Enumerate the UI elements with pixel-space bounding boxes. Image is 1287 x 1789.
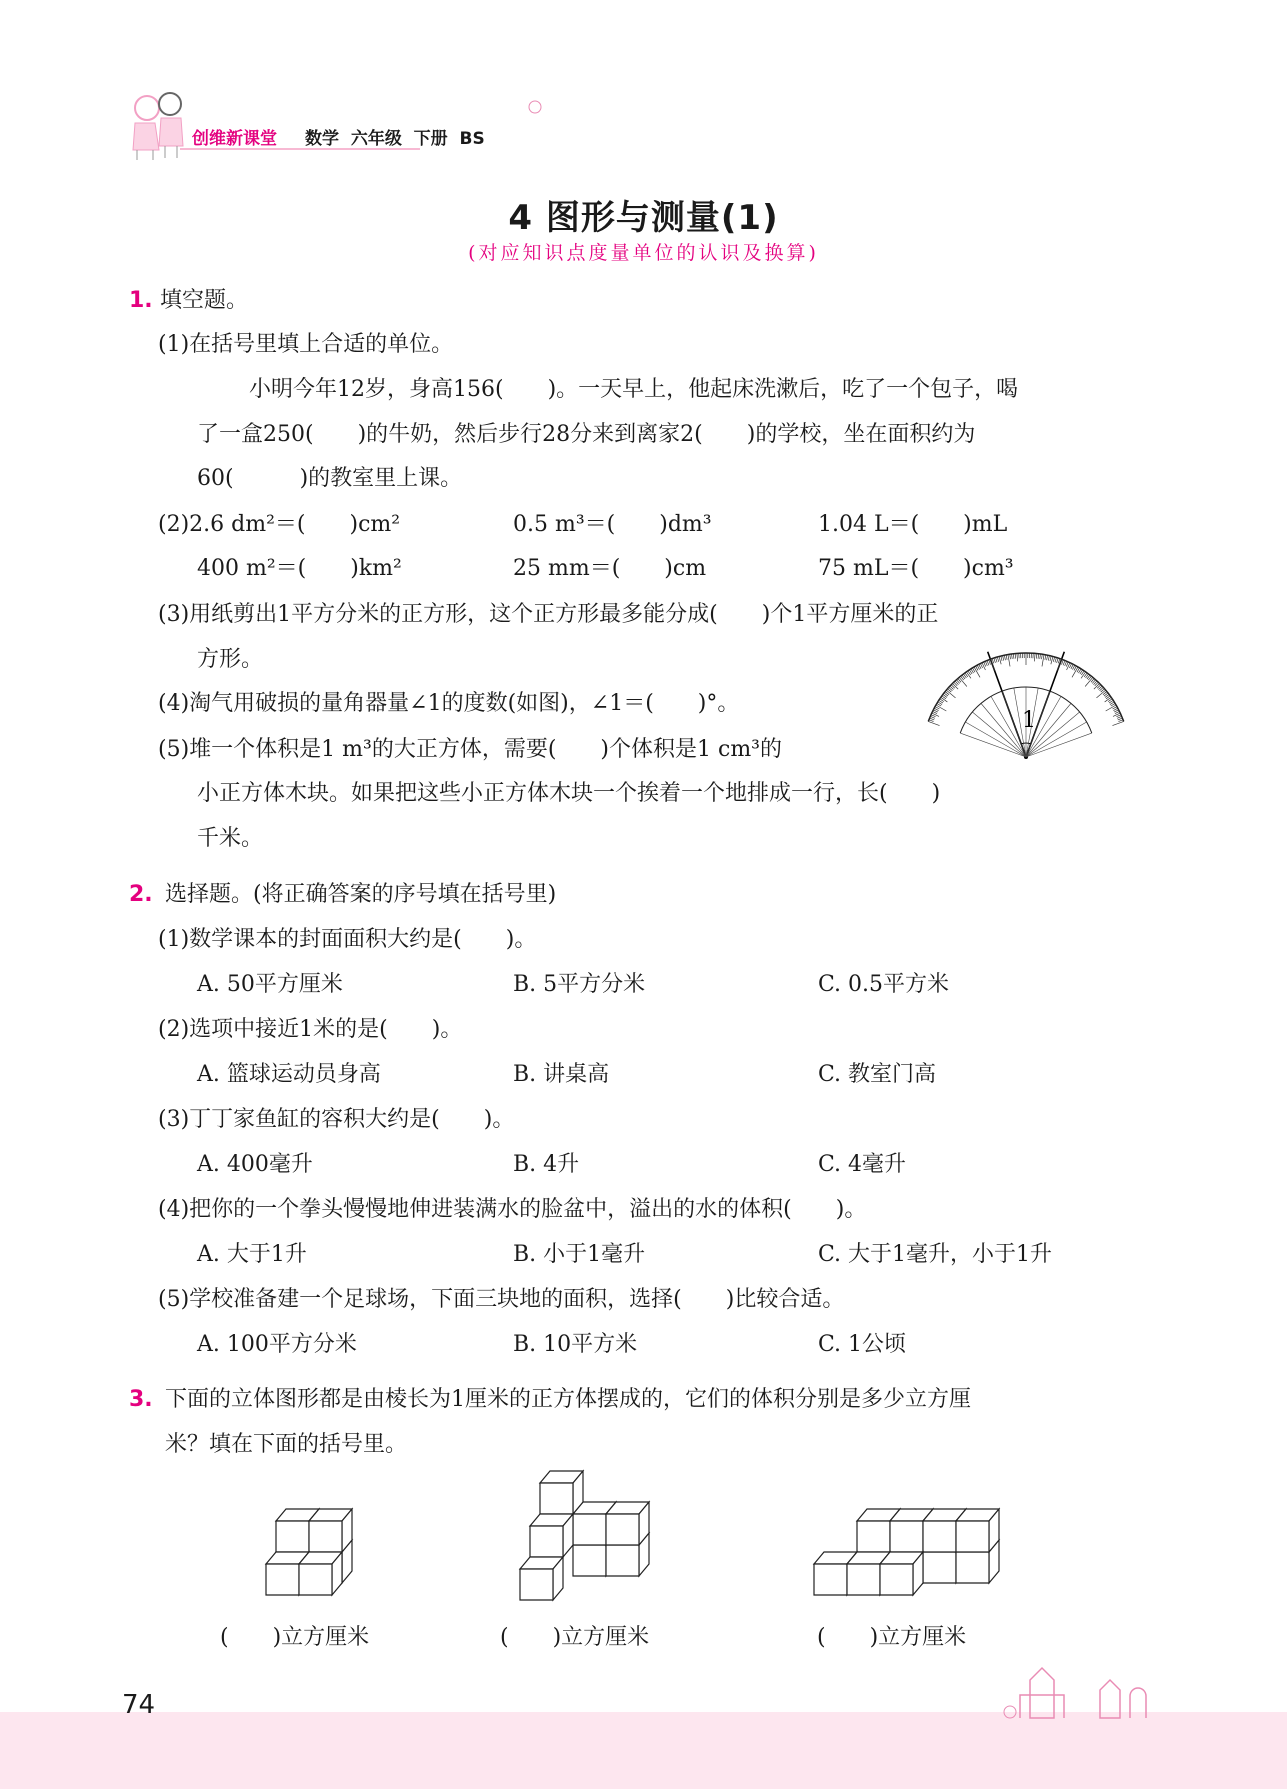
protractor-tick: [980, 664, 982, 668]
q1-part5-line: 小正方体木块。如果把这些小正方体木块一个挨着一个地排成一行，长( ): [197, 781, 941, 806]
cube-front-face: [530, 1526, 563, 1557]
protractor-tick: [1116, 715, 1121, 717]
q2-option: B. 小于1毫升: [513, 1242, 646, 1267]
cube-front-face: [890, 1521, 923, 1552]
cube-answer-3: ( )立方厘米: [817, 1625, 967, 1650]
protractor-tick: [1001, 656, 1002, 661]
protractor-tick: [1115, 711, 1119, 713]
cube-front-face: [573, 1514, 606, 1545]
protractor-tick: [1003, 656, 1004, 661]
protractor-tick: [997, 657, 998, 662]
q1-part1-line: 60( )的教室里上课。: [197, 466, 463, 491]
q1-number: 1.: [129, 288, 153, 313]
protractor-tick: [1067, 663, 1070, 670]
protractor-tick: [1015, 654, 1016, 659]
cube-front-face: [299, 1564, 332, 1595]
series-brand: 创维新课堂: [192, 129, 277, 149]
protractor-tick: [1004, 655, 1005, 660]
protractor-tick: [1047, 655, 1048, 660]
cube-figures: [0, 1460, 1287, 1610]
q2-option: C. 1公顷: [818, 1332, 907, 1357]
q2-question: (1)数学课本的封面面积大约是( )。: [158, 927, 537, 952]
protractor-tick: [966, 672, 971, 679]
protractor-tick: [999, 657, 1001, 665]
protractor-tick: [1053, 657, 1054, 662]
q1-part2-item: 400 m²＝( )km²: [197, 556, 402, 581]
q2-option: A. 篮球运动员身高: [197, 1062, 381, 1087]
q2-option: A. 100平方分米: [197, 1332, 357, 1357]
protractor-tick: [994, 658, 996, 663]
q2-question: (5)学校准备建一个足球场，下面三块地的面积，选择( )比较合适。: [158, 1287, 845, 1312]
protractor-tick: [1034, 653, 1035, 661]
protractor-tick: [1118, 718, 1123, 720]
book-info: 数学 六年级 下册 BS: [305, 129, 485, 149]
q2-option: B. 讲桌高: [513, 1062, 610, 1087]
q2-question: (4)把你的一个拳头慢慢地伸进装满水的脸盆中，溢出的水的体积( )。: [158, 1197, 867, 1222]
protractor-tick: [1066, 662, 1068, 667]
q1-part4-line: (4)淘气用破损的量角器量∠1的度数(如图)，∠1＝( )°。: [158, 691, 740, 716]
q1-part2-item: 1.04 L＝( )mL: [818, 512, 1008, 537]
angle-1-label: 1: [1022, 708, 1036, 733]
cube-front-face: [956, 1552, 989, 1583]
q1-part3-line: 方形。: [197, 647, 264, 672]
protractor-tick: [1051, 657, 1053, 665]
protractor-tick: [1010, 654, 1011, 659]
page-subtitle: (对应知识点度量单位的认识及换算): [468, 242, 819, 264]
protractor-tick: [1118, 720, 1123, 722]
protractor-tick: [1057, 659, 1061, 670]
page-number: 74: [122, 1690, 156, 1720]
castle-decoration: [990, 1650, 1170, 1720]
protractor-tick: [930, 718, 935, 720]
protractor-tick: [1013, 654, 1014, 659]
q2-question: (3)丁丁家鱼缸的容积大约是( )。: [158, 1107, 515, 1132]
cube-front-face: [857, 1521, 890, 1552]
cube-front-face: [923, 1552, 956, 1583]
cube-answer-2: ( )立方厘米: [500, 1625, 650, 1650]
protractor-tick: [1045, 655, 1046, 660]
protractor-tick: [982, 663, 985, 670]
cube-front-face: [276, 1521, 309, 1552]
cube-front-face: [956, 1521, 989, 1552]
protractor-tick: [1050, 656, 1051, 661]
cube-front-face: [923, 1521, 956, 1552]
q3-number: 3.: [129, 1387, 153, 1412]
protractor-tick: [928, 721, 939, 725]
q2-option: B. 10平方米: [513, 1332, 638, 1357]
cube-front-face: [606, 1514, 639, 1545]
broken-protractor-figure: [920, 645, 1130, 765]
protractor-tick: [985, 661, 987, 666]
protractor-tick: [1012, 654, 1013, 659]
q2-option: C. 大于1毫升，小于1升: [818, 1242, 1053, 1267]
protractor-tick: [1081, 672, 1086, 679]
protractor-tick: [1063, 661, 1065, 666]
q1-part2-item: 75 mL＝( )cm³: [818, 556, 1014, 581]
protractor-tick: [933, 711, 937, 713]
protractor-tick: [1094, 683, 1100, 689]
q1-part5-line: 千米。: [197, 826, 264, 851]
cube-front-face: [880, 1564, 913, 1595]
q1-part1-line: 小明今年12岁，身高156( )。一天早上，他起床洗漱后，吃了一个包子，喝: [249, 377, 1019, 402]
q1-part1-label: (1)在括号里填上合适的单位。: [158, 332, 454, 357]
cube-front-face: [540, 1483, 573, 1514]
protractor-tick: [1112, 721, 1123, 725]
protractor-tick: [987, 661, 989, 666]
q1-heading: 填空题。: [160, 288, 249, 313]
protractor-tick: [941, 697, 948, 702]
q2-number: 2.: [129, 882, 153, 907]
protractor-tick: [1057, 658, 1059, 663]
protractor-tick: [1055, 658, 1056, 663]
protractor-tick: [1017, 653, 1018, 661]
protractor-tick: [1040, 654, 1041, 659]
protractor-tick: [990, 659, 994, 670]
flower-decoration: [526, 98, 544, 116]
protractor-tick: [931, 715, 936, 717]
protractor-tick: [1006, 655, 1007, 660]
protractor-tick: [930, 716, 935, 718]
protractor-tick: [929, 720, 934, 722]
q1-part5-line: (5)堆一个体积是1 m³的大正方体，需要( )个体积是1 cm³的: [158, 737, 782, 762]
q3-line: 米？填在下面的括号里。: [165, 1432, 408, 1457]
protractor-tick: [1038, 654, 1039, 659]
q1-part2-item: 0.5 m³＝( )dm³: [513, 512, 712, 537]
protractor-tick: [1036, 654, 1037, 659]
page-title: 4 图形与测量(1): [508, 198, 779, 238]
q1-part1-line: 了一盒250( )的牛奶，然后步行28分来到离家2( )的学校，坐在面积约为: [197, 422, 976, 447]
q2-option: B. 4升: [513, 1152, 580, 1177]
cube-front-face: [573, 1545, 606, 1576]
q2-question: (2)选项中接近1米的是( )。: [158, 1017, 463, 1042]
q2-option: A. 50平方厘米: [197, 972, 343, 997]
q2-option: C. 教室门高: [818, 1062, 937, 1087]
q2-option: C. 0.5平方米: [818, 972, 950, 997]
q2-option: A. 400毫升: [197, 1152, 313, 1177]
protractor-tick: [1113, 713, 1120, 716]
cube-front-face: [606, 1545, 639, 1576]
footer-band: [0, 1712, 1287, 1789]
q1-part2-item: (2)2.6 dm²＝( )cm²: [158, 512, 401, 537]
protractor-tick: [1105, 697, 1112, 702]
q1-part2-item: 25 mm＝( )cm: [513, 556, 707, 581]
protractor-tick: [952, 683, 958, 689]
cube-front-face: [847, 1564, 880, 1595]
cube-front-face: [814, 1564, 847, 1595]
protractor-tick: [1041, 654, 1042, 659]
protractor-tick: [996, 658, 997, 663]
cube-front-face: [266, 1564, 299, 1595]
protractor-tick: [1048, 656, 1049, 661]
cube-answer-1: ( )立方厘米: [220, 1625, 370, 1650]
q2-option: B. 5平方分米: [513, 972, 646, 997]
protractor-tick: [984, 662, 986, 667]
q2-option: A. 大于1升: [197, 1242, 307, 1267]
q1-part3-line: (3)用纸剪出1平方分米的正方形，这个正方形最多能分成( )个1平方厘米的正: [158, 602, 939, 627]
q2-option: C. 4毫升: [818, 1152, 907, 1177]
protractor-tick: [932, 713, 939, 716]
q2-heading: 选择题。(将正确答案的序号填在括号里): [165, 882, 557, 907]
q3-line: 下面的立体图形都是由棱长为1厘米的正方体摆成的，它们的体积分别是多少立方厘: [165, 1387, 971, 1412]
protractor-tick: [1117, 716, 1122, 718]
protractor-tick: [1069, 664, 1071, 668]
cube-front-face: [309, 1521, 342, 1552]
cube-front-face: [520, 1569, 553, 1600]
protractor-ray: [965, 722, 1026, 757]
protractor-tick: [1065, 661, 1067, 666]
